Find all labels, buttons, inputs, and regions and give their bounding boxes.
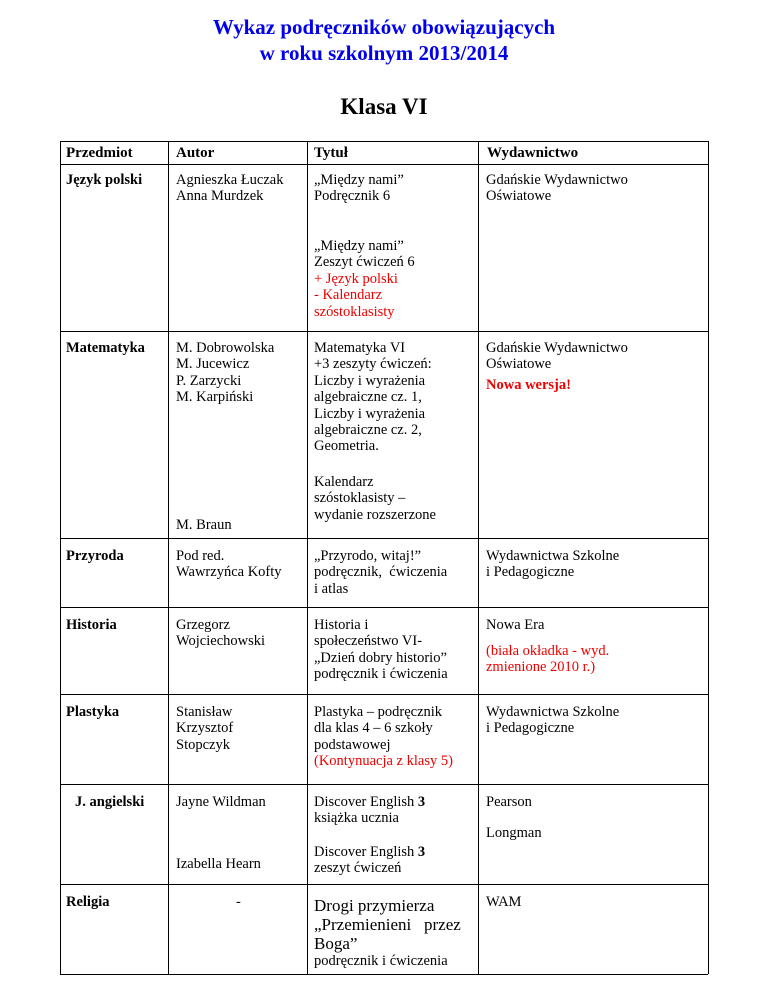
author-line: Wawrzyńca Kofty (176, 564, 282, 581)
row-divider (60, 694, 708, 695)
title-line: i atlas (314, 580, 349, 597)
subject-jezyk-polski: Język polski (66, 172, 143, 188)
title-line: książka ucznia (314, 810, 399, 827)
title-line: algebraiczne cz. 2, (314, 422, 422, 439)
author-line: Grzegorz (176, 617, 230, 633)
subject-religia: Religia (66, 894, 110, 910)
title-cell (314, 617, 448, 683)
title-cell (314, 794, 425, 827)
title-line: + Język polski (314, 271, 398, 287)
publisher-line: Oświatowe (486, 188, 552, 205)
title-line: +3 zeszyty ćwiczeń: (314, 356, 432, 373)
title-cell (314, 548, 447, 597)
author-line: M. Karpiński (176, 389, 254, 406)
header-divider (60, 164, 708, 165)
author-cell (176, 704, 233, 753)
title-line: Boga” (314, 934, 358, 953)
header-wydawnictwo: Wydawnictwo (487, 145, 579, 161)
row-divider (60, 607, 708, 608)
author-line: M. Jucewicz (176, 356, 250, 373)
note-line: (biała okładka - wyd. (486, 643, 610, 659)
author-cell (176, 617, 265, 650)
title-line: „Między nami” (314, 238, 404, 254)
title-line: Kalendarz (314, 474, 374, 490)
publisher-line: Nowa Era (486, 617, 545, 633)
table-border-right (708, 141, 709, 974)
title-line: Liczby i wyrażenia (314, 405, 426, 422)
subject-przyroda: Przyroda (66, 548, 124, 564)
level-number: 3 (417, 844, 426, 860)
title-line: dla klas 4 – 6 szkoły (314, 720, 433, 737)
title-line: podstawowej (314, 736, 391, 753)
row-divider (60, 331, 708, 332)
column-divider (168, 141, 169, 974)
subject-angielski: J. angielski (75, 794, 145, 810)
note-line: zmienione 2010 r.) (486, 659, 596, 676)
publisher-line: Wydawnictwa Szkolne (486, 704, 620, 720)
title-line: Matematyka VI (314, 340, 406, 356)
title-cell (314, 340, 432, 455)
author-line: Izabella Hearn (176, 856, 261, 872)
author-line: Stanisław (176, 704, 233, 720)
publisher-line: Gdańskie Wydawnictwo (486, 172, 628, 188)
title-text: Discover English (314, 844, 418, 860)
title-line: wydanie rozszerzone (314, 506, 436, 523)
header-przedmiot: Przedmiot (66, 145, 133, 161)
continuation-note: (Kontynuacja z klasy 5) (314, 753, 453, 770)
publisher-cell (486, 704, 619, 737)
title-line: Geometria. (314, 438, 379, 455)
title-cell (314, 474, 436, 523)
author-line: Anna Murdzek (176, 188, 264, 205)
author-line: Jayne Wildman (176, 794, 266, 810)
title-line: Zeszyt ćwiczeń 6 (314, 254, 415, 271)
title-cell (314, 844, 425, 877)
title-line: podręcznik, ćwiczenia (314, 564, 448, 581)
column-divider (478, 141, 479, 974)
level-number: 3 (417, 794, 426, 810)
title-cell (314, 172, 404, 205)
title-cell (314, 238, 415, 271)
title-line: Plastyka – podręcznik (314, 704, 443, 720)
title-line (314, 844, 425, 860)
subject-historia: Historia (66, 617, 117, 633)
author-line: Pod red. (176, 548, 225, 564)
author-line: P. Zarzycki (176, 372, 242, 389)
table-border-bottom (60, 974, 708, 975)
title-line: „Między nami” (314, 172, 404, 188)
title-line: społeczeństwo VI- (314, 633, 423, 650)
edition-note (486, 643, 609, 676)
publisher-line: i Pedagogiczne (486, 720, 575, 737)
author-cell (176, 340, 274, 406)
row-divider (60, 784, 708, 785)
publisher-line: Wydawnictwa Szkolne (486, 548, 620, 564)
title-line (314, 794, 425, 810)
author-line: Wojciechowski (176, 633, 266, 650)
publisher-line: i Pedagogiczne (486, 564, 575, 581)
title-line: szóstoklasisty (314, 303, 395, 320)
title-line: „Dzień dobry historio” (314, 649, 447, 666)
publisher-line: Oświatowe (486, 356, 552, 373)
title-line-1: Wykaz podręczników obowiązujących (212, 15, 556, 39)
title-line-2: w roku szkolnym 2013/2014 (259, 41, 509, 65)
title-line: algebraiczne cz. 1, (314, 389, 422, 406)
author-cell (176, 172, 284, 205)
author-line: Agnieszka Łuczak (176, 172, 284, 188)
row-divider (60, 884, 708, 885)
publisher-line: WAM (486, 894, 522, 910)
author-line: M. Braun (176, 517, 232, 533)
publisher-cell (486, 340, 628, 373)
subject-plastyka: Plastyka (66, 704, 120, 720)
new-version-note: Nowa wersja! (486, 377, 571, 393)
title-line: Liczby i wyrażenia (314, 372, 426, 389)
title-line: - Kalendarz (314, 287, 383, 304)
title-text: Discover English (314, 794, 418, 810)
title-line: podręcznik i ćwiczenia (314, 666, 448, 683)
publisher-cell (486, 548, 619, 581)
class-heading: Klasa VI (340, 94, 428, 119)
title-line: Podręcznik 6 (314, 188, 391, 205)
author-line: M. Dobrowolska (176, 340, 275, 356)
column-divider (307, 141, 308, 974)
title-cell (314, 704, 453, 770)
document-title (0, 14, 768, 66)
publisher-cell (486, 172, 628, 205)
title-line: „Przyrodo, witaj!” (314, 548, 422, 564)
header-tytul: Tytuł (314, 145, 348, 161)
author-line: Krzysztof (176, 720, 234, 737)
publisher-line: Pearson (486, 794, 532, 810)
title-line: podręcznik i ćwiczenia (314, 953, 448, 969)
title-cell (314, 896, 461, 953)
table-border-top (60, 141, 708, 142)
header-autor: Autor (176, 145, 215, 161)
column-divider (60, 141, 61, 974)
title-line: szóstoklasisty – (314, 490, 406, 507)
row-divider (60, 538, 708, 539)
title-line: Historia i (314, 617, 369, 633)
author-line: Stopczyk (176, 736, 230, 753)
author-dash: - (236, 894, 241, 910)
title-cell-red (314, 271, 398, 320)
publisher-line: Gdańskie Wydawnictwo (486, 340, 628, 356)
title-line: „Przemienieni przez (314, 915, 461, 934)
title-line: zeszyt ćwiczeń (314, 860, 402, 877)
subject-matematyka: Matematyka (66, 340, 145, 356)
title-line: Drogi przymierza (314, 896, 435, 915)
author-cell (176, 548, 282, 581)
publisher-line: Longman (486, 825, 542, 841)
